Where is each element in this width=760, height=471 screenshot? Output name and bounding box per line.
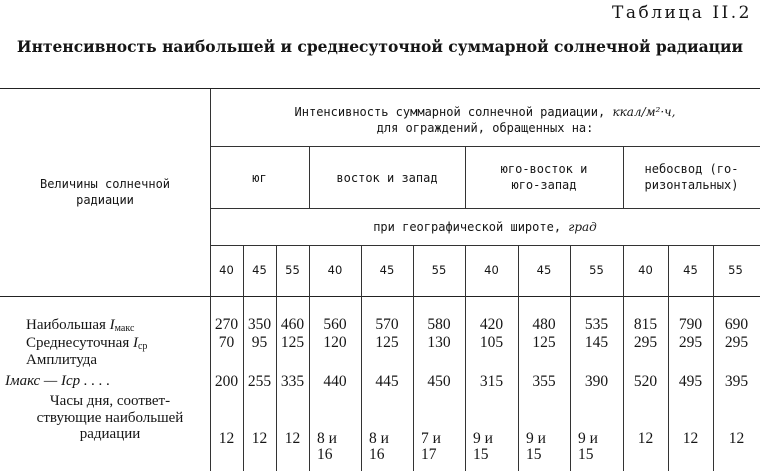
table-cell [210, 335, 243, 351]
table-cell [413, 374, 465, 390]
row-label-line: ствующие наибольшей [36, 409, 184, 426]
table-cell-line: 15 [473, 446, 489, 463]
table-cell [518, 374, 570, 390]
table-cell-line: 520 [633, 373, 658, 390]
table-cell [276, 374, 309, 390]
table-cell [668, 374, 713, 390]
table-cell-line: 12 [284, 430, 301, 447]
table-cell-line: 12 [682, 430, 699, 447]
table-cell-line: 420 [479, 316, 504, 333]
table-cell [713, 335, 760, 351]
table-cell [518, 335, 570, 351]
table-cell [570, 335, 623, 351]
table-cell [413, 431, 465, 463]
table-cell-line: 125 [532, 334, 556, 351]
table-cell-line: 200 [214, 373, 239, 390]
latitude-value: 55 [728, 263, 743, 277]
table-cell [276, 431, 309, 447]
table-cell [570, 431, 623, 463]
table-cell [413, 335, 465, 351]
table-cell-line: 535 [584, 316, 609, 333]
table-cell-line: 570 [375, 316, 399, 333]
table-cell [210, 431, 243, 447]
table-cell [668, 335, 713, 351]
orientation-rule [210, 208, 760, 209]
table-cell-line: 295 [633, 334, 658, 351]
table-cell [570, 317, 623, 333]
latitude-value: 45 [379, 263, 395, 277]
group-title-unit: ккал/м²·ч, [612, 105, 676, 119]
table-cell [309, 374, 361, 390]
table-cell-line: 17 [421, 446, 437, 463]
orientation-south [210, 170, 309, 186]
table-cell-line: 120 [323, 334, 347, 351]
row-label-subscript: ср [137, 341, 148, 352]
table-cell [713, 317, 760, 333]
table-cell-line: 12 [728, 430, 745, 447]
row-header-line: Величины солнечной [39, 177, 171, 191]
table-cell-line: 460 [280, 316, 305, 333]
orientation-southeast-southwest [465, 161, 623, 193]
latitude-header [210, 219, 760, 235]
table-cell [309, 317, 361, 333]
latitude-value: 45 [683, 263, 698, 277]
table-cell [465, 374, 518, 390]
table-cell-line: 145 [584, 334, 609, 351]
table-cell [570, 374, 623, 390]
table-cell-line: 270 [214, 316, 239, 333]
table-cell [623, 374, 668, 390]
table-cell [361, 317, 413, 333]
table-cell [210, 374, 243, 390]
latitude-value: 55 [431, 263, 447, 277]
table-cell [309, 431, 361, 463]
table-cell [243, 317, 276, 333]
orientation-label: восток и запад [336, 171, 438, 185]
table-cell-line: 130 [427, 334, 451, 351]
latitude-value: 40 [327, 263, 343, 277]
table-cell-line: 15 [526, 446, 542, 463]
table-cell [713, 374, 760, 390]
latitude-label-rule [210, 245, 760, 246]
header-bottom-rule [0, 296, 760, 297]
table-cell [276, 335, 309, 351]
table-cell-line: 255 [247, 373, 272, 390]
table-cell [623, 317, 668, 333]
row-label-text: Среднесуточная [26, 335, 130, 351]
table-cell-line: 95 [251, 334, 268, 351]
latitude-value: 40 [484, 263, 499, 277]
table-cell [668, 431, 713, 447]
table-cell-line: 105 [479, 334, 504, 351]
table-cell [413, 317, 465, 333]
latitude-value: 40 [219, 263, 234, 277]
table-cell-line: 350 [247, 316, 272, 333]
table-cell [243, 374, 276, 390]
latitude-value: 40 [638, 263, 653, 277]
table-cell-line: 495 [678, 373, 703, 390]
table-cell-line: 16 [369, 446, 385, 463]
latitude-value: 55 [589, 263, 604, 277]
row-header-line: радиации [76, 193, 134, 207]
table-cell [361, 431, 413, 463]
table-cell-line: 790 [678, 316, 703, 333]
row-label-variable: I [132, 335, 138, 351]
table-cell [361, 335, 413, 351]
table-cell-line: 335 [280, 373, 305, 390]
table-caption: Таблица II.2 [612, 3, 752, 23]
orientation-label: небосвод (го- [644, 162, 739, 176]
orientation-label: ризонтальных) [644, 178, 739, 192]
table-cell-line: 70 [218, 334, 235, 351]
top-rule [0, 88, 760, 89]
table-cell [668, 317, 713, 333]
table-cell [361, 374, 413, 390]
table-cell [210, 317, 243, 333]
row-label-subscript: макс [114, 323, 135, 334]
table-cell-line: 315 [479, 373, 504, 390]
table-cell-line: 9 и [473, 430, 493, 447]
table-cell-line: 9 и [578, 430, 598, 447]
table-cell-line: 12 [251, 430, 268, 447]
table-cell-line: 355 [532, 373, 556, 390]
group-header-rule [210, 146, 760, 147]
row-label-variable: I [109, 317, 115, 333]
orientation-sky [623, 161, 760, 193]
table-title: Интенсивность наибольшей и среднесуточной суммарной солнечной радиации [16, 37, 744, 56]
table-cell [623, 431, 668, 447]
row-label-amplitude-formula: Iмакс — Iср . . . . [5, 373, 111, 389]
orientation-label: юг [252, 171, 267, 185]
row-label-line: радиации [79, 426, 141, 442]
table-cell-line: 815 [633, 316, 658, 333]
table-cell-line: 395 [724, 373, 749, 390]
latitude-unit: град [568, 220, 597, 234]
row-label-hours [16, 393, 204, 443]
table-cell [623, 335, 668, 351]
stub-column-rule [210, 89, 211, 471]
table-cell-line: 480 [532, 316, 556, 333]
table-cell [518, 317, 570, 333]
table-cell-line: 580 [427, 316, 451, 333]
table-cell-line: 295 [724, 334, 749, 351]
group-title-line1: Интенсивность суммарной солнечной радиации, [294, 105, 606, 119]
orientation-label: юго-восток и [500, 162, 588, 176]
table-cell-line: 445 [375, 373, 399, 390]
orientation-label: юго-запад [511, 178, 577, 192]
row-label-text: Наибольшая [26, 317, 106, 333]
table-cell [465, 431, 518, 463]
table-cell-line: 125 [280, 334, 305, 351]
table-cell-line: 12 [218, 430, 235, 447]
table-cell-line: 560 [323, 316, 347, 333]
table-cell [276, 317, 309, 333]
latitude-value: 45 [536, 263, 552, 277]
table-cell [518, 431, 570, 463]
table-cell [243, 431, 276, 447]
table-cell-line: 450 [427, 373, 451, 390]
table-cell [465, 335, 518, 351]
table-cell-line: 440 [323, 373, 347, 390]
table-cell-line: 7 и [421, 430, 441, 447]
table-cell-line: 9 и [526, 430, 546, 447]
group-header [210, 104, 760, 136]
table-cell-line: 16 [317, 446, 333, 463]
table-cell-line: 15 [578, 446, 594, 463]
table-cell [713, 431, 760, 447]
table-cell [243, 335, 276, 351]
group-title-line2: для ограждений, обращенных на: [376, 121, 594, 135]
table-cell-line: 8 и [317, 430, 337, 447]
row-label-amplitude: Амплитуда [26, 352, 98, 368]
orientation-east-west [309, 170, 465, 186]
table-cell-line: 8 и [369, 430, 389, 447]
row-header-cell [0, 176, 210, 208]
latitude-value: 55 [285, 263, 300, 277]
table-cell [465, 317, 518, 333]
latitude-label: при географической широте, [373, 220, 562, 234]
table-cell-line: 690 [724, 316, 749, 333]
table-cell-line: 125 [375, 334, 399, 351]
latitude-value: 45 [252, 263, 267, 277]
table-cell-line: 390 [584, 373, 609, 390]
table-cell-line: 12 [637, 430, 654, 447]
table-cell-line: 295 [678, 334, 703, 351]
table-cell [309, 335, 361, 351]
row-label-line: Часы дня, соответ- [49, 393, 171, 409]
